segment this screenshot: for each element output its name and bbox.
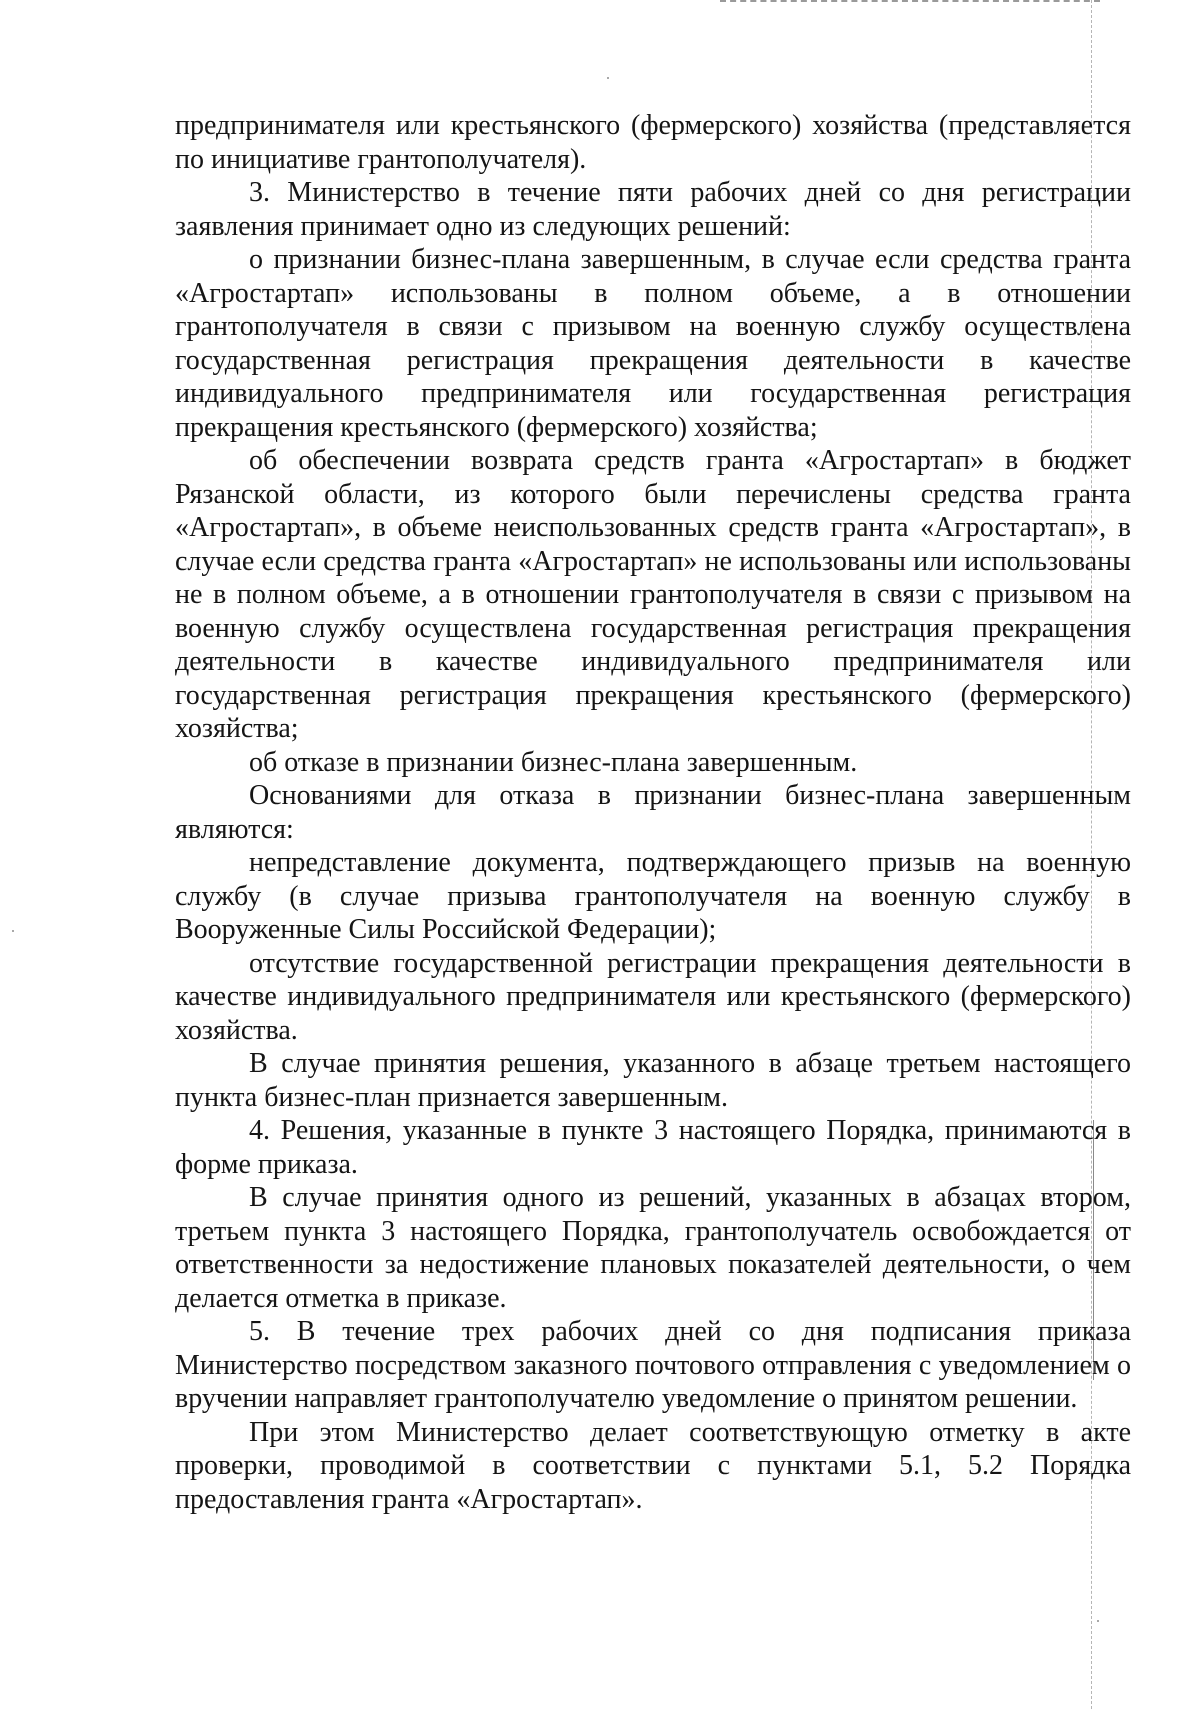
document-body — [175, 109, 1131, 1516]
paragraph-item-3: 3. Министерство в течение пяти рабочих дней со дня регистрации заявления принимает одно из следующих решений: — [175, 177, 1131, 242]
paragraph-inspection-note: При этом Министерство делает соответствующую отметку в акте проверки, проводимой в соответствии с пунктами 5.1, 5.2 Порядка предоставления гранта «Агростартап». — [175, 1416, 1131, 1515]
paragraph-decision-refund: об обеспечении возврата средств гранта «Агростартап» в бюджет Рязанской области, из которого были перечислены средства гранта «Агростартап», в объеме неиспользованных средств гранта «Агростартап», в случае если средства гранта «Агростартап» не использованы или использованы не в полном объеме, а в отношении грантополучателя в связи с призывом на военную службу осуществлена государственная регистрация прекращения деятельности в качестве индивидуального предпринимателя или государственная регистрация прекращения крестьянского (фермерского) хозяйства; — [175, 445, 1131, 744]
paragraph-third-decision-note: В случае принятия решения, указанного в абзаце третьем настоящего пункта бизнес-план признается завершенным. — [175, 1048, 1131, 1113]
paragraph-ground-no-registration: отсутствие государственной регистрации прекращения деятельности в качестве индивидуального предпринимателя или крестьянского (фермерского) хозяйства. — [175, 947, 1131, 1046]
paragraph-liability-release: В случае принятия одного из решений, указанных в абзацах втором, третьем пункта 3 настоящего Порядка, грантополучатель освобождается от ответственности за недостижение плановых показателей деятельности, о чем делается отметка в приказе. — [175, 1182, 1131, 1314]
paragraph-refusal-grounds: Основаниями для отказа в признании бизнес-плана завершенным являются: — [175, 780, 1131, 845]
paragraph-item-5: 5. В течение трех рабочих дней со дня подписания приказа Министерство посредством заказного почтового отправления с уведомлением о вручении направляет грантополучателю уведомление о принятом решении. — [175, 1316, 1131, 1414]
scan-speck — [607, 77, 609, 79]
scan-speck — [1097, 1620, 1099, 1622]
paragraph-decision-refusal: об отказе в признании бизнес-плана завершенным. — [249, 746, 858, 778]
scan-speck — [12, 930, 14, 932]
paragraph-item-4: 4. Решения, указанные в пункте 3 настоящего Порядка, принимаются в форме приказа. — [175, 1115, 1131, 1180]
scan-edge-line-top — [720, 0, 1100, 2]
paragraph-ground-no-document: непредставление документа, подтверждающего призыв на военную службу (в случае призыва грантополучателя на военную службу в Вооруженные Силы Российской Федерации); — [175, 847, 1131, 945]
paragraph-continuation: предпринимателя или крестьянского (фермерского) хозяйства (представляется по инициативе грантополучателя). — [175, 110, 1131, 175]
paragraph-decision-completed: о признании бизнес-плана завершенным, в случае если средства гранта «Агростартап» использованы в полном объеме, а в отношении грантополучателя в связи с призывом на военную службу осуществлена государственная регистрация прекращения деятельности в качестве индивидуального предпринимателя или государственная регистрация прекращения крестьянского (фермерского) хозяйства; — [175, 244, 1131, 443]
